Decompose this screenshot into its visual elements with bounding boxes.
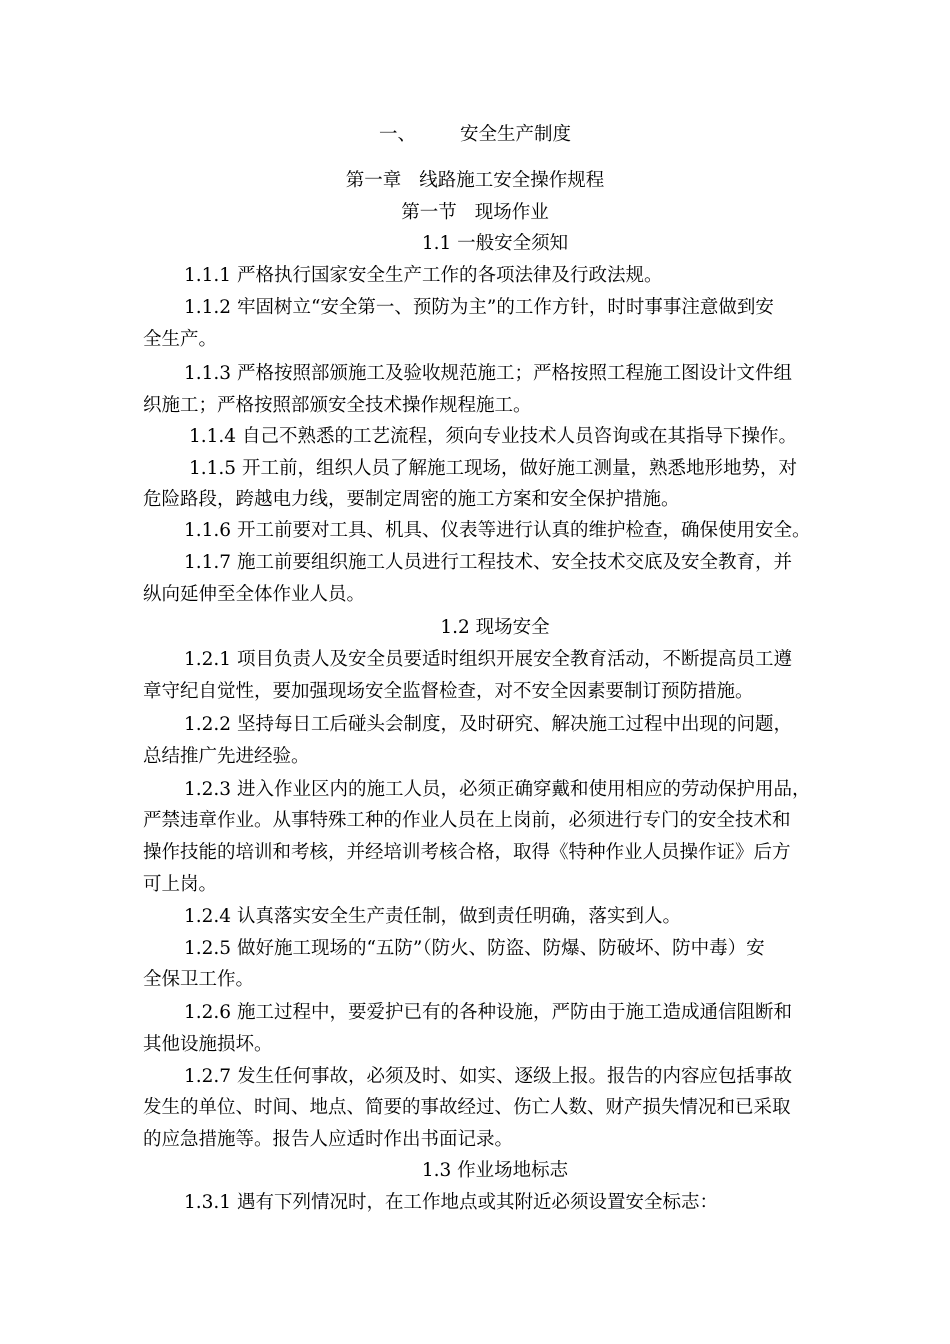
chapter-text: 线路施工安全操作规程 — [419, 170, 605, 191]
paragraph-1-2-6-line1: 1.2.6 施工过程中，要爱护已有的各种设施，严防由于施工造成通信阻断和 — [184, 1002, 792, 1023]
chapter-number: 第一章 — [345, 170, 402, 191]
paragraph-1-1-3-line1: 1.1.3 严格按照部颁施工及验收规范施工；严格按照工程施工图设计文件组 — [184, 363, 792, 384]
paragraph-1-2-3-line1: 1.2.3 进入作业区内的施工人员，必须正确穿戴和使用相应的劳动保护用品， — [184, 779, 811, 800]
section-number: 第一节 — [401, 202, 457, 223]
paragraph-1-2-5-line2: 全保卫工作。 — [143, 969, 255, 990]
paragraph-1-1-6: 1.1.6 开工前要对工具、机具、仪表等进行认真的维护检查，确保使用安全。 — [184, 520, 811, 541]
paragraph-1-1-3-line2: 织施工；严格按照部颁安全技术操作规程施工。 — [143, 395, 532, 416]
paragraph-1-2-7-line2: 发生的单位、时间、地点、简要的事故经过、伤亡人数、财产损失情况和已采取 — [143, 1097, 791, 1118]
paragraph-1-2-7-line3: 的应急措施等。报告人应适时作出书面记录。 — [143, 1129, 514, 1150]
paragraph-1-2-1-line2: 章守纪自觉性，要加强现场安全监督检查，对不安全因素要制订预防措施。 — [143, 681, 754, 702]
paragraph-1-2-3-line4: 可上岗。 — [143, 874, 218, 895]
paragraph-1-1-5-line2: 危险路段，跨越电力线，要制定周密的施工方案和安全保护措施。 — [143, 489, 680, 510]
paragraph-1-2-3-line2: 严禁违章作业。从事特殊工种的作业人员在上岗前，必须进行专门的安全技术和 — [143, 810, 791, 831]
paragraph-1-2-7-line1: 1.2.7 发生任何事故，必须及时、如实、逐级上报。报告的内容应包括事故 — [184, 1066, 792, 1087]
subsection-heading-1-2: 1.2 现场安全 — [440, 617, 550, 638]
subsection-heading-1-1: 1.1 一般安全须知 — [421, 233, 569, 254]
paragraph-1-2-6-line2: 其他设施损坏。 — [143, 1034, 273, 1055]
paragraph-1-1-5-line1: 1.1.5 开工前，组织人员了解施工现场，做好施工测量，熟悉地形地势，对 — [189, 458, 797, 479]
paragraph-1-1-2-line1: 1.1.2 牢固树立“安全第一、预防为主”的工作方针，时时事事注意做到安 — [184, 297, 774, 318]
paragraph-1-2-2-line1: 1.2.2 坚持每日工后碰头会制度，及时研究、解决施工过程中出现的问题， — [184, 714, 792, 735]
subsection-heading-1-3: 1.3 作业场地标志 — [421, 1160, 569, 1181]
section-text: 现场作业 — [474, 202, 549, 223]
paragraph-1-2-2-line2: 总结推广先进经验。 — [143, 746, 310, 767]
title-text: 安全生产制度 — [460, 124, 572, 145]
chapter-heading — [0, 170, 950, 192]
paragraph-1-1-4: 1.1.4 自己不熟悉的工艺流程，须向专业技术人员咨询或在其指导下操作。 — [189, 426, 797, 447]
paragraph-1-2-4: 1.2.4 认真落实安全生产责任制，做到责任明确，落实到人。 — [184, 906, 681, 927]
paragraph-1-1-2-line2: 全生产。 — [143, 329, 218, 350]
paragraph-1-2-5-line1: 1.2.5 做好施工现场的“五防”（防火、防盗、防爆、防破坏、防中毒）安 — [184, 938, 765, 959]
document-title — [0, 124, 950, 146]
paragraph-1-1-7-line1: 1.1.7 施工前要组织施工人员进行工程技术、安全技术交底及安全教育，并 — [184, 552, 792, 573]
paragraph-1-1-1: 1.1.1 严格执行国家安全生产工作的各项法律及行政法规。 — [184, 265, 663, 286]
paragraph-1-2-1-line1: 1.2.1 项目负责人及安全员要适时组织开展安全教育活动，不断提高员工遵 — [184, 649, 792, 670]
title-number: 一、 — [378, 124, 416, 145]
paragraph-1-2-3-line3: 操作技能的培训和考核，并经培训考核合格，取得《特种作业人员操作证》后方 — [143, 842, 791, 863]
section-heading — [0, 202, 950, 224]
paragraph-1-3-1: 1.3.1 遇有下列情况时，在工作地点或其附近必须设置安全标志： — [184, 1192, 718, 1213]
paragraph-1-1-7-line2: 纵向延伸至全体作业人员。 — [143, 584, 366, 605]
